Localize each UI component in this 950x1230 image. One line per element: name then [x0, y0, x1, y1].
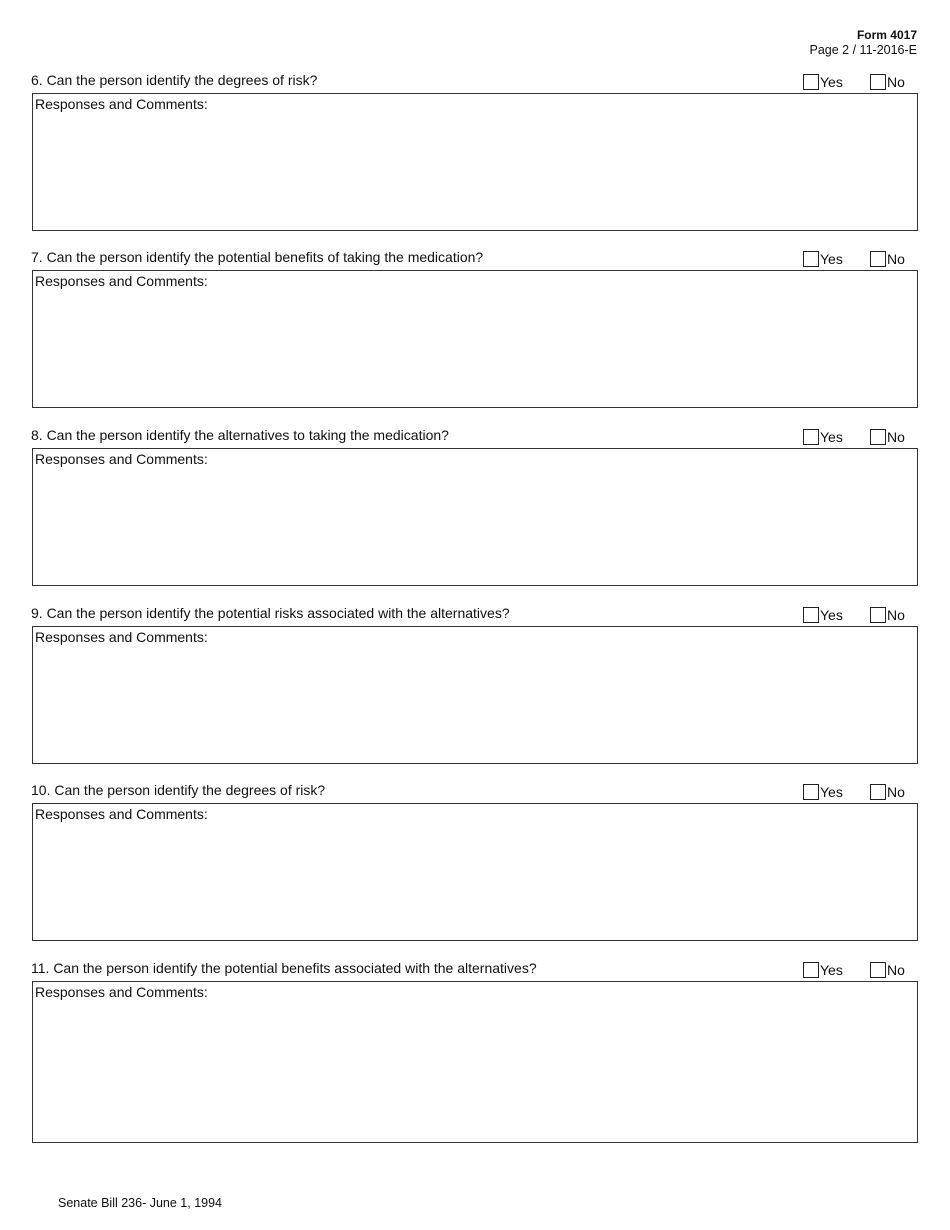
no-option[interactable] [870, 962, 905, 978]
comments-field[interactable] [32, 626, 918, 764]
yes-checkbox[interactable] [803, 784, 819, 800]
yes-checkbox[interactable] [803, 251, 819, 267]
yes-option[interactable] [803, 607, 843, 623]
no-option[interactable] [870, 607, 905, 623]
no-checkbox[interactable] [870, 429, 886, 445]
yes-label: Yes [820, 251, 843, 267]
yes-label: Yes [820, 429, 843, 445]
no-checkbox[interactable] [870, 251, 886, 267]
question-text: 7. Can the person identify the potential benefits of taking the medication? [31, 249, 484, 265]
yes-option[interactable] [803, 251, 843, 267]
question-text: 10. Can the person identify the degrees of risk? [31, 782, 326, 798]
yes-label: Yes [820, 784, 843, 800]
comments-label: Responses and Comments: [35, 806, 208, 822]
comments-label: Responses and Comments: [35, 96, 208, 112]
question-text: 9. Can the person identify the potential risks associated with the alternatives? [31, 605, 510, 621]
no-checkbox[interactable] [870, 74, 886, 90]
no-option[interactable] [870, 251, 905, 267]
question-text: 11. Can the person identify the potential benefits associated with the alternatives? [31, 960, 537, 976]
no-label: No [887, 429, 905, 445]
yes-label: Yes [820, 962, 843, 978]
comments-field[interactable] [32, 981, 918, 1143]
page-info: Page 2 / 11-2016-E [809, 43, 917, 57]
form-number: Form 4017 [856, 28, 917, 42]
no-label: No [887, 74, 905, 90]
no-checkbox[interactable] [870, 962, 886, 978]
footer-citation: Senate Bill 236- June 1, 1994 [58, 1196, 223, 1210]
question-text: 8. Can the person identify the alternatives to taking the medication? [31, 427, 449, 443]
yes-checkbox[interactable] [803, 429, 819, 445]
no-label: No [887, 607, 905, 623]
comments-field[interactable] [32, 93, 918, 231]
comments-label: Responses and Comments: [35, 629, 208, 645]
no-checkbox[interactable] [870, 607, 886, 623]
no-label: No [887, 784, 905, 800]
yes-checkbox[interactable] [803, 962, 819, 978]
comments-label: Responses and Comments: [35, 273, 208, 289]
yes-label: Yes [820, 74, 843, 90]
comments-field[interactable] [32, 448, 918, 586]
yes-option[interactable] [803, 784, 843, 800]
no-label: No [887, 962, 905, 978]
no-label: No [887, 251, 905, 267]
yes-option[interactable] [803, 74, 843, 90]
yes-checkbox[interactable] [803, 74, 819, 90]
comments-field[interactable] [32, 270, 918, 408]
yes-option[interactable] [803, 429, 843, 445]
no-option[interactable] [870, 429, 905, 445]
comments-field[interactable] [32, 803, 918, 941]
yes-checkbox[interactable] [803, 607, 819, 623]
yes-label: Yes [820, 607, 843, 623]
form-header [810, 28, 917, 58]
question-text: 6. Can the person identify the degrees of risk? [31, 72, 318, 88]
no-option[interactable] [870, 784, 905, 800]
no-checkbox[interactable] [870, 784, 886, 800]
comments-label: Responses and Comments: [35, 451, 208, 467]
yes-option[interactable] [803, 962, 843, 978]
no-option[interactable] [870, 74, 905, 90]
comments-label: Responses and Comments: [35, 984, 208, 1000]
